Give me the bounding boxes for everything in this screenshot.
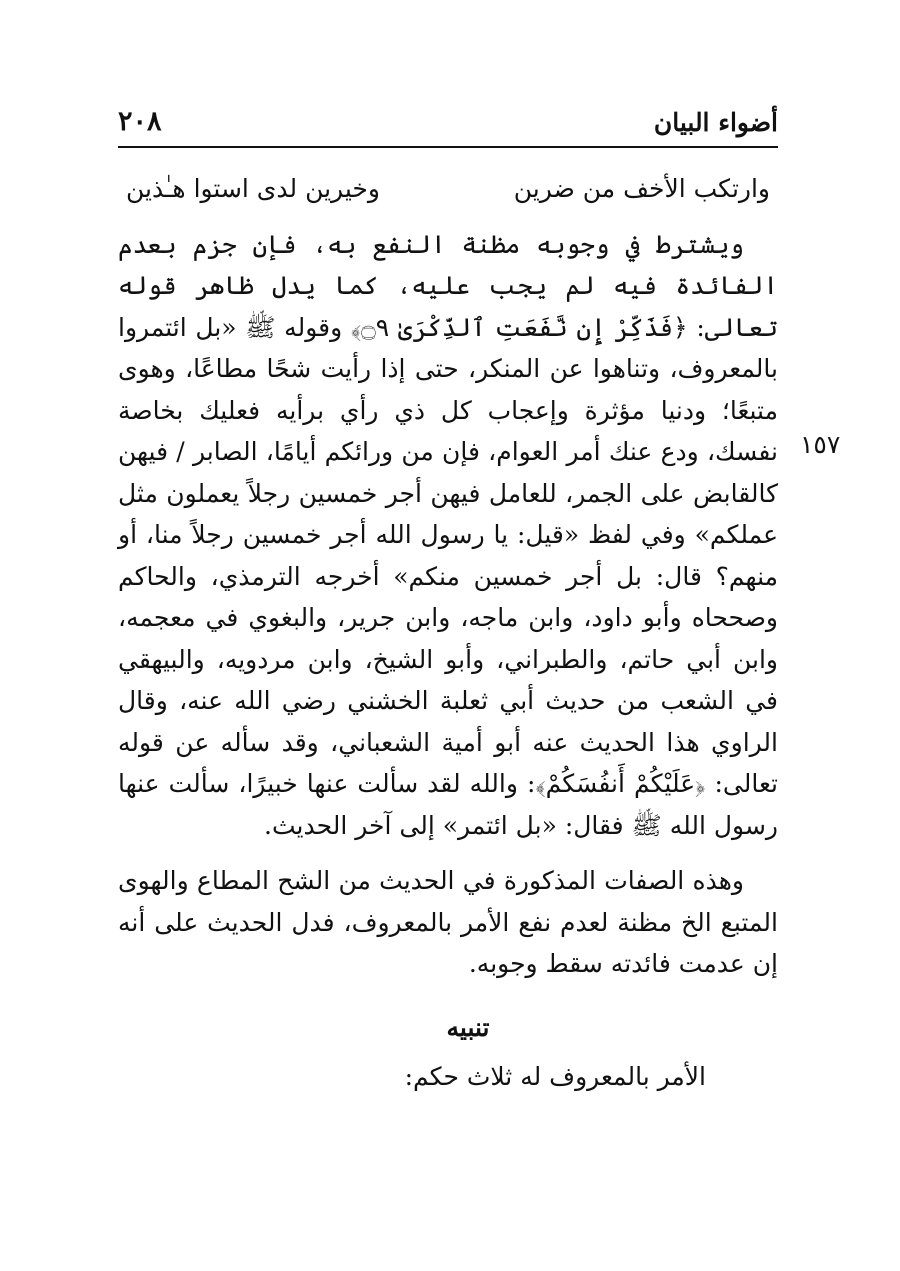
verse-second-hemistich: وخيرين لدى استوا هـٰذين (126, 174, 380, 203)
paragraph: ويشترط في وجوبه مظنة النفع به، فإن جزم بعدم الفائدة فيه لم يجب عليه، كما يدل ظاهر قوله تعالى: ﴿فَذَكِّرْ إِن نَّفَعَتِ ٱلذِّكْرَىٰ ۝٩﴾ وقوله ﷺ «بل ائتمروا بالمعروف، وتناهوا عن المنكر، حتى إذا رأيت شحًا مطاعًا، وهوى متبعًا؛ ودنيا مؤثرة وإعجاب كل ذي رأي برأيه فعليك بخاصة نفسك، ودع عنك أمر العوام، فإن من ورائكم أيامًا، الصابر / فيهن كالقابض على الجمر، للعامل فيهن أجر خمسين رجلاً يعملون مثل عملكم» وفي لفظ «قيل: يا رسول الله أجر خمسين رجلاً منا، أو منهم؟ قال: بل أجر خمسين منكم» أخرجه الترمذي، والحاكم وصححاه وأبو داود، وابن ماجه، وابن جرير، والبغوي في معجمه، وابن أبي حاتم، والطبراني، وأبو الشيخ، وابن مردويه، والبيهقي في الشعب من حديث أبي ثعلبة الخشني رضي الله عنه، وقال الراوي هذا الحديث عنه أبو أمية الشعباني، وقد سأله عن قوله تعالى: ﴿عَلَيْكُمْ أَنفُسَكُمْ﴾: والله لقد سألت عنها خبيرًا، سألت عنها رسول الله ﷺ فقال: «بل ائتمر» إلى آخر الحديث. (118, 229, 779, 840)
section-first-line: الأمر بالمعروف له ثلاث حكم: (404, 1062, 706, 1091)
main-text (118, 168, 778, 1098)
verse-first-hemistich: وارتكب الأخف من ضرين (513, 174, 770, 203)
header-divider (118, 146, 778, 148)
page-header (118, 102, 778, 148)
section-heading: تنبيه (446, 1012, 490, 1042)
page-number: ٢٠٨ (118, 106, 162, 137)
poetry-verse (118, 168, 778, 210)
book-title: أضواء البيان (653, 108, 778, 137)
margin-page-reference: ١٥٧ (800, 430, 841, 459)
paragraph: وهذه الصفات المذكورة في الحديث من الشح المطاع والهوى المتبع الخ مظنة لعدم نفع الأمر بالمعروف، فدل الحديث على أنه إن عدمت فائدته سقط وجوبه. (118, 866, 778, 978)
